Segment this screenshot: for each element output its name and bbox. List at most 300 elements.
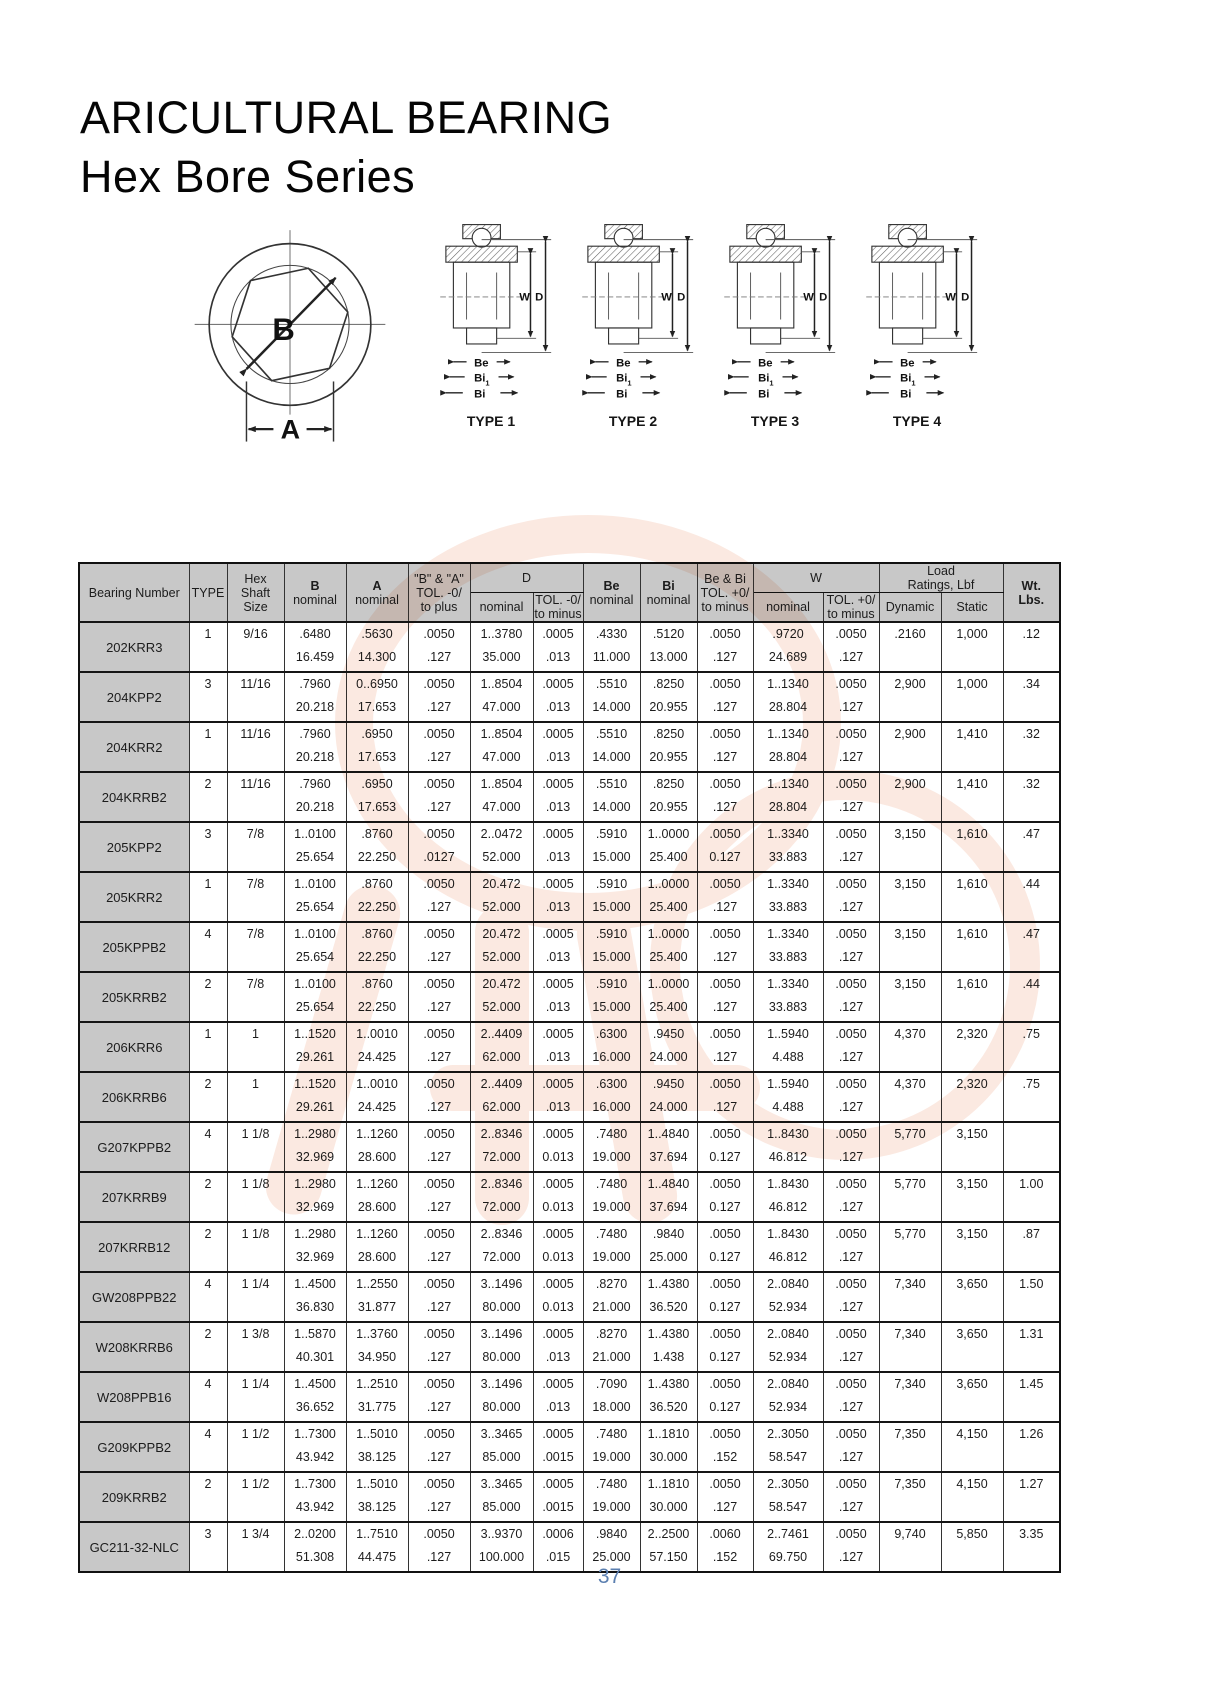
table-row — [79, 922, 1060, 972]
cell-type: 1 — [189, 722, 227, 772]
header-line: nominal — [293, 592, 337, 607]
label-be: Be — [900, 357, 915, 370]
cell-ba-tolerance: .0050 .127 — [408, 1222, 470, 1272]
cell-b-nominal: 1..2980 32.969 — [284, 1122, 346, 1172]
cell-be-nominal: .5510 14.000 — [583, 722, 640, 772]
cell-w-tolerance: .0050 .127 — [823, 672, 879, 722]
cell-be-nominal: .4330 11.000 — [583, 622, 640, 672]
cell-w-nominal: 1..8430 46.812 — [753, 1222, 823, 1272]
cell-load-dynamic: 2,900 — [879, 722, 941, 772]
cell-bi-nominal: 1..4380 1.438 — [640, 1322, 697, 1372]
cell-d-tolerance: .0005 .013 — [533, 1372, 583, 1422]
header-d-group: D — [470, 563, 583, 593]
cell-be-nominal: .9840 25.000 — [583, 1522, 640, 1572]
header-line: to minus — [701, 599, 749, 614]
cell-b-nominal: 1..0100 25.654 — [284, 822, 346, 872]
cell-be-nominal: .5510 14.000 — [583, 672, 640, 722]
cell-bearing-number: GW208PPB22 — [79, 1272, 189, 1322]
cell-type: 2 — [189, 972, 227, 1022]
cell-bebi-tolerance: .0050 .127 — [697, 872, 753, 922]
cell-bi-nominal: 1..4380 36.520 — [640, 1272, 697, 1322]
cell-d-tolerance: .0005 .013 — [533, 972, 583, 1022]
cell-w-nominal: 1..1340 28.804 — [753, 772, 823, 822]
header-load-static: Static — [941, 593, 1003, 623]
table-row — [79, 1322, 1060, 1372]
cell-hex-shaft-size: 1 1/2 — [227, 1422, 284, 1472]
cell-hex-shaft-size: 1 1/8 — [227, 1172, 284, 1222]
cell-bearing-number: 204KRRB2 — [79, 772, 189, 822]
cell-w-tolerance: .0050 .127 — [823, 972, 879, 1022]
cell-bi-nominal: .8250 20.955 — [640, 772, 697, 822]
cell-a-nominal: 1..1260 28.600 — [346, 1122, 408, 1172]
cell-b-nominal: 2..0200 51.308 — [284, 1522, 346, 1572]
cell-load-dynamic: 2,900 — [879, 672, 941, 722]
cell-bi-nominal: 1..1810 30.000 — [640, 1422, 697, 1472]
cell-b-nominal: 1..2980 32.969 — [284, 1222, 346, 1272]
cell-bearing-number: 206KRRB6 — [79, 1072, 189, 1122]
cell-weight — [1003, 1122, 1060, 1172]
cell-be-nominal: .5910 15.000 — [583, 922, 640, 972]
label-d: D — [961, 291, 970, 304]
table-header — [79, 563, 1060, 622]
cell-d-nominal: 3..1496 80.000 — [470, 1372, 533, 1422]
cell-d-nominal: 3..1496 80.000 — [470, 1322, 533, 1372]
cell-bebi-tolerance: .0050 0.127 — [697, 822, 753, 872]
cell-d-nominal: 3..3465 85.000 — [470, 1422, 533, 1472]
cell-load-static: 5,850 — [941, 1522, 1003, 1572]
cell-weight: .75 — [1003, 1072, 1060, 1122]
cell-bi-nominal: 1..0000 25.400 — [640, 972, 697, 1022]
cell-hex-shaft-size: 1 1/4 — [227, 1272, 284, 1322]
cell-type: 4 — [189, 1122, 227, 1172]
cell-hex-shaft-size: 1 — [227, 1072, 284, 1122]
header-line: TOL. +0/ — [700, 585, 750, 600]
cell-load-static: 1,610 — [941, 922, 1003, 972]
table-row — [79, 1222, 1060, 1272]
cell-weight: .44 — [1003, 872, 1060, 922]
page-title — [80, 88, 612, 206]
cell-bebi-tolerance: .0050 0.127 — [697, 1122, 753, 1172]
label-w: W — [661, 291, 672, 304]
label-bi: Bi — [616, 388, 628, 401]
cell-bearing-number: 209KRRB2 — [79, 1472, 189, 1522]
cell-be-nominal: .5910 15.000 — [583, 972, 640, 1022]
cell-load-static: 4,150 — [941, 1472, 1003, 1522]
page-title-line2: Hex Bore Series — [80, 151, 416, 202]
cell-bebi-tolerance: .0050 .127 — [697, 972, 753, 1022]
header-line: Bi — [662, 578, 675, 593]
cell-d-nominal: 2..4409 62.000 — [470, 1072, 533, 1122]
page-title-line1: ARICULTURAL BEARING — [80, 92, 613, 143]
cell-w-nominal: 2..0840 52.934 — [753, 1272, 823, 1322]
cell-bearing-number: 207KRRB12 — [79, 1222, 189, 1272]
cell-bearing-number: 205KPP2 — [79, 822, 189, 872]
cell-bearing-number: 204KRR2 — [79, 722, 189, 772]
cell-b-nominal: 1..7300 43.942 — [284, 1422, 346, 1472]
cell-w-tolerance: .0050 .127 — [823, 1522, 879, 1572]
cell-bi-nominal: 1..4840 37.694 — [640, 1172, 697, 1222]
cell-weight: .87 — [1003, 1222, 1060, 1272]
header-line: Lbs. — [1018, 592, 1045, 607]
cell-hex-shaft-size: 7/8 — [227, 922, 284, 972]
cell-d-tolerance: .0005 .013 — [533, 1322, 583, 1372]
cell-w-tolerance: .0050 .127 — [823, 1472, 879, 1522]
cell-weight: 3.35 — [1003, 1522, 1060, 1572]
cell-a-nominal: 1..5010 38.125 — [346, 1472, 408, 1522]
cell-bi-nominal: 1..0000 25.400 — [640, 872, 697, 922]
cell-bebi-tolerance: .0050 .127 — [697, 622, 753, 672]
type-caption: TYPE 1 — [466, 413, 516, 429]
cell-ba-tolerance: .0050 .0127 — [408, 822, 470, 872]
cell-hex-shaft-size: 1 1/4 — [227, 1372, 284, 1422]
cell-a-nominal: 1..0010 24.425 — [346, 1072, 408, 1122]
header-bearing-number: Bearing Number — [79, 563, 189, 622]
label-w: W — [945, 291, 956, 304]
cell-a-nominal: .8760 22.250 — [346, 872, 408, 922]
header-w-nominal: nominal — [753, 593, 823, 623]
type-diagram — [704, 218, 846, 429]
cell-load-dynamic: 4,370 — [879, 1022, 941, 1072]
cell-w-nominal: 1..3340 33.883 — [753, 972, 823, 1022]
cell-b-nominal: 1..1520 29.261 — [284, 1022, 346, 1072]
cell-w-tolerance: .0050 .127 — [823, 1322, 879, 1372]
label-d: D — [535, 291, 544, 304]
header-line: Ratings, Lbf — [907, 578, 975, 592]
cell-bi-nominal: .9840 25.000 — [640, 1222, 697, 1272]
cell-b-nominal: 1..4500 36.830 — [284, 1272, 346, 1322]
cell-ba-tolerance: .0050 .127 — [408, 1522, 470, 1572]
cell-bebi-tolerance: .0050 .127 — [697, 1472, 753, 1522]
cell-a-nominal: 0..6950 17.653 — [346, 672, 408, 722]
cell-bebi-tolerance: .0050 .127 — [697, 672, 753, 722]
cell-d-tolerance: .0005 .013 — [533, 672, 583, 722]
cell-bi-nominal: 2..2500 57.150 — [640, 1522, 697, 1572]
cell-bebi-tolerance: .0050 0.127 — [697, 1322, 753, 1372]
cell-weight: .47 — [1003, 922, 1060, 972]
header-d-tolerance — [533, 593, 583, 623]
cell-bearing-number: 205KPPB2 — [79, 922, 189, 972]
cell-bebi-tolerance: .0050 0.127 — [697, 1372, 753, 1422]
cell-load-static: 1,410 — [941, 722, 1003, 772]
cell-a-nominal: .8760 22.250 — [346, 822, 408, 872]
cell-d-tolerance: .0005 .013 — [533, 772, 583, 822]
table-row — [79, 872, 1060, 922]
cell-ba-tolerance: .0050 .127 — [408, 1422, 470, 1472]
header-line: TOL. -0/ — [535, 593, 581, 607]
cell-bebi-tolerance: .0050 .127 — [697, 1022, 753, 1072]
cell-load-dynamic: 2,900 — [879, 772, 941, 822]
cell-d-nominal: 2..8346 72.000 — [470, 1172, 533, 1222]
header-line: to plus — [420, 599, 458, 614]
cell-load-static: 3,150 — [941, 1122, 1003, 1172]
cell-d-nominal: 1..8504 47.000 — [470, 772, 533, 822]
cell-hex-shaft-size: 11/16 — [227, 722, 284, 772]
cell-load-static: 2,320 — [941, 1022, 1003, 1072]
cell-w-tolerance: .0050 .127 — [823, 772, 879, 822]
cell-bebi-tolerance: .0050 .127 — [697, 1072, 753, 1122]
cell-w-tolerance: .0050 .127 — [823, 922, 879, 972]
cell-weight: 1.31 — [1003, 1322, 1060, 1372]
cell-d-tolerance: .0005 .013 — [533, 1072, 583, 1122]
cell-a-nominal: 1..5010 38.125 — [346, 1422, 408, 1472]
cell-a-nominal: .8760 22.250 — [346, 972, 408, 1022]
cell-bebi-tolerance: .0050 .152 — [697, 1422, 753, 1472]
table-row — [79, 1272, 1060, 1322]
cell-hex-shaft-size: 1 1/2 — [227, 1472, 284, 1522]
cell-weight: .44 — [1003, 972, 1060, 1022]
header-weight — [1003, 563, 1060, 622]
cell-ba-tolerance: .0050 .127 — [408, 1322, 470, 1372]
cell-d-nominal: 3..1496 80.000 — [470, 1272, 533, 1322]
label-be: Be — [616, 357, 631, 370]
cell-type: 4 — [189, 1272, 227, 1322]
cell-bearing-number: G207KPPB2 — [79, 1122, 189, 1172]
cell-w-tolerance: .0050 .127 — [823, 1122, 879, 1172]
cell-w-tolerance: .0050 .127 — [823, 822, 879, 872]
cell-a-nominal: 1..0010 24.425 — [346, 1022, 408, 1072]
cell-w-tolerance: .0050 .127 — [823, 1072, 879, 1122]
cell-type: 3 — [189, 822, 227, 872]
header-line: Load — [927, 564, 955, 578]
cell-hex-shaft-size: 11/16 — [227, 772, 284, 822]
table-row — [79, 1372, 1060, 1422]
cell-bearing-number: W208KRRB6 — [79, 1322, 189, 1372]
cell-bearing-number: 202KRR3 — [79, 622, 189, 672]
header-line: TOL. -0/ — [416, 585, 462, 600]
cell-load-static: 1,610 — [941, 872, 1003, 922]
cell-load-static: 1,000 — [941, 672, 1003, 722]
cell-load-dynamic: 7,350 — [879, 1472, 941, 1522]
cell-bi-nominal: .8250 20.955 — [640, 672, 697, 722]
cell-weight: 1.00 — [1003, 1172, 1060, 1222]
cell-weight: .75 — [1003, 1022, 1060, 1072]
cell-be-nominal: .8270 21.000 — [583, 1322, 640, 1372]
cell-bi-nominal: .8250 20.955 — [640, 722, 697, 772]
cell-bebi-tolerance: .0060 .152 — [697, 1522, 753, 1572]
header-w-tolerance — [823, 593, 879, 623]
cell-be-nominal: .6300 16.000 — [583, 1072, 640, 1122]
header-line: B — [310, 578, 320, 593]
cell-type: 2 — [189, 1472, 227, 1522]
cell-type: 4 — [189, 922, 227, 972]
cell-bi-nominal: .9450 24.000 — [640, 1072, 697, 1122]
cell-weight: .32 — [1003, 722, 1060, 772]
label-bi: Bi — [900, 388, 912, 401]
cell-hex-shaft-size: 1 3/8 — [227, 1322, 284, 1372]
cell-b-nominal: .6480 16.459 — [284, 622, 346, 672]
cell-bebi-tolerance: .0050 0.127 — [697, 1272, 753, 1322]
cell-bebi-tolerance: .0050 .127 — [697, 772, 753, 822]
cell-load-dynamic: 5,770 — [879, 1222, 941, 1272]
cell-d-tolerance: .0005 .013 — [533, 1022, 583, 1072]
cell-load-dynamic: 7,340 — [879, 1272, 941, 1322]
table-body — [79, 622, 1060, 1572]
cell-type: 2 — [189, 1222, 227, 1272]
header-ba-tolerance — [408, 563, 470, 622]
cell-load-dynamic: 5,770 — [879, 1172, 941, 1222]
bearing-cross-section-drawing — [425, 218, 557, 406]
cell-be-nominal: .7480 19.000 — [583, 1172, 640, 1222]
cell-d-nominal: 3..3465 85.000 — [470, 1472, 533, 1522]
cell-bearing-number: 207KRRB9 — [79, 1172, 189, 1222]
label-w: W — [803, 291, 814, 304]
type-diagram — [562, 218, 704, 429]
cell-bi-nominal: 1..0000 25.400 — [640, 922, 697, 972]
cell-type: 1 — [189, 622, 227, 672]
cell-type: 4 — [189, 1422, 227, 1472]
table-row — [79, 622, 1060, 672]
cell-w-tolerance: .0050 .127 — [823, 1222, 879, 1272]
type-caption: TYPE 4 — [892, 413, 942, 429]
cell-d-tolerance: .0005 .013 — [533, 822, 583, 872]
cell-ba-tolerance: .0050 .127 — [408, 872, 470, 922]
cell-ba-tolerance: .0050 .127 — [408, 1072, 470, 1122]
hex-bore-front-view-diagram — [165, 226, 415, 459]
cell-load-dynamic: 7,340 — [879, 1322, 941, 1372]
cell-d-tolerance: .0005 0.013 — [533, 1222, 583, 1272]
cell-w-nominal: 2..0840 52.934 — [753, 1372, 823, 1422]
cell-load-static: 1,610 — [941, 822, 1003, 872]
cell-w-nominal: 2..3050 58.547 — [753, 1472, 823, 1522]
header-line: nominal — [589, 592, 634, 607]
cell-weight: 1.50 — [1003, 1272, 1060, 1322]
header-d-nominal: nominal — [470, 593, 533, 623]
cell-b-nominal: 1..0100 25.654 — [284, 872, 346, 922]
cell-w-tolerance: .0050 .127 — [823, 872, 879, 922]
cell-load-dynamic: 9,740 — [879, 1522, 941, 1572]
cell-weight: 1.26 — [1003, 1422, 1060, 1472]
cell-b-nominal: 1..0100 25.654 — [284, 972, 346, 1022]
label-a: A — [280, 414, 301, 445]
cell-d-nominal: 2..8346 72.000 — [470, 1122, 533, 1172]
header-line: to minus — [827, 607, 875, 621]
cell-weight: 1.45 — [1003, 1372, 1060, 1422]
cell-be-nominal: .7480 19.000 — [583, 1222, 640, 1272]
cell-w-tolerance: .0050 .127 — [823, 1272, 879, 1322]
header-line: "B" & "A" — [414, 571, 464, 586]
table-row — [79, 772, 1060, 822]
cell-hex-shaft-size: 7/8 — [227, 822, 284, 872]
cell-ba-tolerance: .0050 .127 — [408, 1272, 470, 1322]
label-bi1: $Bi_1$ — [616, 372, 632, 388]
cell-load-static: 2,320 — [941, 1072, 1003, 1122]
table-row — [79, 722, 1060, 772]
header-line: Wt. — [1021, 578, 1041, 593]
cell-bearing-number: 205KRRB2 — [79, 972, 189, 1022]
cell-b-nominal: 1..4500 36.652 — [284, 1372, 346, 1422]
cell-d-tolerance: .0005 .0015 — [533, 1472, 583, 1522]
cell-type: 2 — [189, 1172, 227, 1222]
cell-type: 3 — [189, 1522, 227, 1572]
type-diagrams-row — [420, 218, 988, 429]
cell-load-static: 4,150 — [941, 1422, 1003, 1472]
cell-w-nominal: 1..8430 46.812 — [753, 1172, 823, 1222]
cell-load-dynamic: 3,150 — [879, 972, 941, 1022]
cell-type: 2 — [189, 772, 227, 822]
cell-bearing-number: 206KRR6 — [79, 1022, 189, 1072]
cell-w-nominal: 1..3340 33.883 — [753, 922, 823, 972]
header-load-dynamic: Dynamic — [879, 593, 941, 623]
cell-load-dynamic: 3,150 — [879, 822, 941, 872]
cell-hex-shaft-size: 1 1/8 — [227, 1222, 284, 1272]
cell-a-nominal: 1..3760 34.950 — [346, 1322, 408, 1372]
cell-d-tolerance: .0005 0.013 — [533, 1272, 583, 1322]
cell-bi-nominal: 1..4380 36.520 — [640, 1372, 697, 1422]
table-row — [79, 1072, 1060, 1122]
cell-ba-tolerance: .0050 .127 — [408, 1022, 470, 1072]
cell-b-nominal: 1..5870 40.301 — [284, 1322, 346, 1372]
cell-load-static: 1,000 — [941, 622, 1003, 672]
cell-ba-tolerance: .0050 .127 — [408, 972, 470, 1022]
cell-d-tolerance: .0005 .013 — [533, 922, 583, 972]
cell-ba-tolerance: .0050 .127 — [408, 622, 470, 672]
cell-hex-shaft-size: 1 — [227, 1022, 284, 1072]
type-caption: TYPE 2 — [608, 413, 658, 429]
cell-d-tolerance: .0005 0.013 — [533, 1122, 583, 1172]
cell-be-nominal: .8270 21.000 — [583, 1272, 640, 1322]
bearing-cross-section-drawing — [567, 218, 699, 406]
label-be: Be — [474, 357, 489, 370]
label-bi1: $Bi_1$ — [474, 372, 490, 388]
cell-w-nominal: 2..7461 69.750 — [753, 1522, 823, 1572]
cell-a-nominal: .6950 17.653 — [346, 722, 408, 772]
cell-bearing-number: W208PPB16 — [79, 1372, 189, 1422]
cell-d-tolerance: .0006 .015 — [533, 1522, 583, 1572]
cell-bearing-number: GC211-32-NLC — [79, 1522, 189, 1572]
cell-w-nominal: .9720 24.689 — [753, 622, 823, 672]
cell-a-nominal: .5630 14.300 — [346, 622, 408, 672]
cell-load-dynamic: 7,340 — [879, 1372, 941, 1422]
header-line: to minus — [534, 607, 582, 621]
cell-b-nominal: .7960 20.218 — [284, 772, 346, 822]
cell-bi-nominal: .5120 13.000 — [640, 622, 697, 672]
cell-a-nominal: 1..1260 28.600 — [346, 1222, 408, 1272]
cell-load-static: 1,410 — [941, 772, 1003, 822]
cell-b-nominal: 1..2980 32.969 — [284, 1172, 346, 1222]
cell-a-nominal: 1..1260 28.600 — [346, 1172, 408, 1222]
cell-type: 4 — [189, 1372, 227, 1422]
cell-b-nominal: .7960 20.218 — [284, 672, 346, 722]
header-line: Size — [243, 599, 268, 614]
header-be-nominal — [583, 563, 640, 622]
bearing-cross-section-drawing — [709, 218, 841, 406]
cell-hex-shaft-size: 9/16 — [227, 622, 284, 672]
type-diagram — [420, 218, 562, 429]
label-bi: Bi — [474, 388, 486, 401]
hex-bore-drawing — [165, 226, 415, 454]
cell-load-dynamic: 3,150 — [879, 922, 941, 972]
cell-d-nominal: 2..4409 62.000 — [470, 1022, 533, 1072]
label-be: Be — [758, 357, 773, 370]
cell-ba-tolerance: .0050 .127 — [408, 1372, 470, 1422]
cell-bi-nominal: 1..4840 37.694 — [640, 1122, 697, 1172]
cell-d-tolerance: .0005 .013 — [533, 622, 583, 672]
cell-d-nominal: 1..8504 47.000 — [470, 672, 533, 722]
cell-be-nominal: .5910 15.000 — [583, 872, 640, 922]
cell-a-nominal: 1..7510 44.475 — [346, 1522, 408, 1572]
cell-d-nominal: 2..8346 72.000 — [470, 1222, 533, 1272]
table-row — [79, 1122, 1060, 1172]
cell-bearing-number: 204KPP2 — [79, 672, 189, 722]
cell-d-nominal: 20.472 52.000 — [470, 922, 533, 972]
type-caption: TYPE 3 — [750, 413, 800, 429]
label-bi1: $Bi_1$ — [758, 372, 774, 388]
cell-be-nominal: .5510 14.000 — [583, 772, 640, 822]
header-line: Hex — [244, 571, 267, 586]
cell-hex-shaft-size: 1 3/4 — [227, 1522, 284, 1572]
label-bi: Bi — [758, 388, 770, 401]
cell-bebi-tolerance: .0050 0.127 — [697, 1222, 753, 1272]
